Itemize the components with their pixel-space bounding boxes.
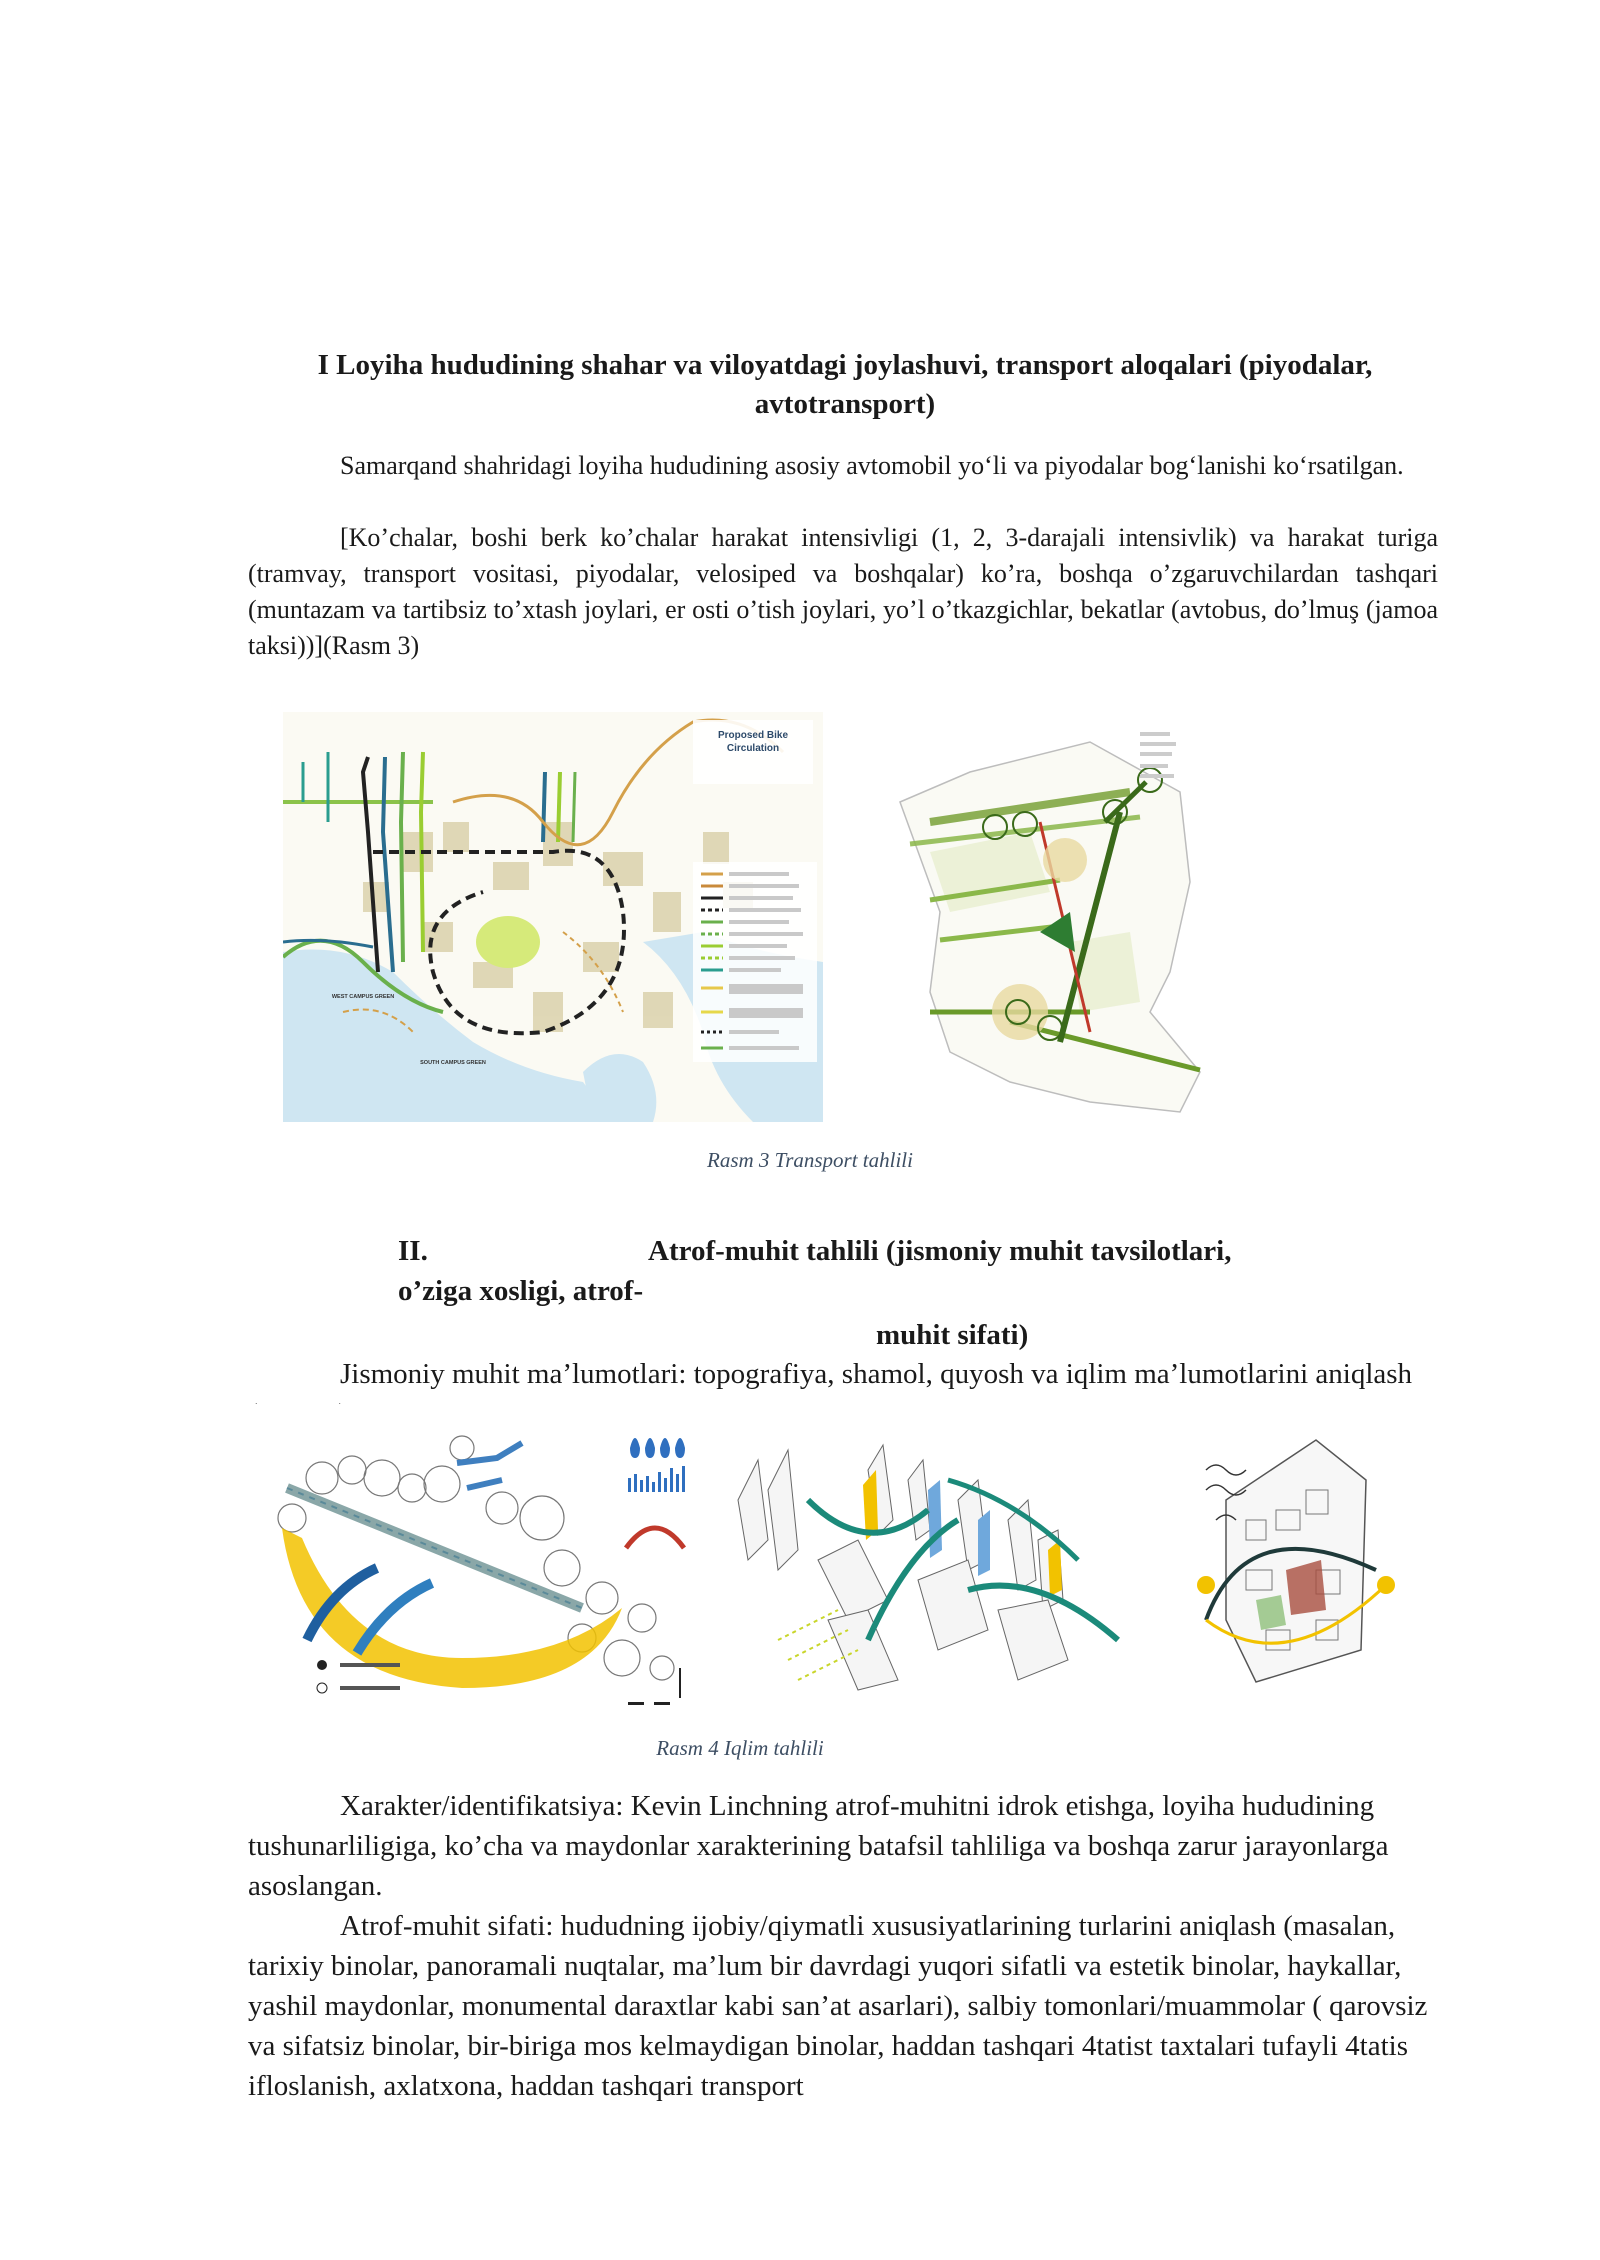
figure3-caption: Rasm 3 Transport tahlili	[707, 1148, 913, 1172]
section1-paragraph-2: [Ko’chalar, boshi berk ko’chalar harakat intensivligi (1, 2, 3-darajali intensivlik) va harakat turiga (tramvay, transport vositasi, piyodalar, velosiped va boshqalar) ko’ra, boshqa o’zgaruvchilardan tashqari (muntazam va tartibsiz to’xtash joylari, er osti o’tish joylari, yo’l o’tkazgichlar, bekatlar (avtobus, do’lmuş (jamoa taksi))](Rasm 3)	[248, 523, 1438, 660]
section1-paragraph-1: Samarqand shahridagi loyiha hududining asosiy avtomobil yo‘li va piyodalar bog‘lanishi ko‘rsatilgan.	[340, 451, 1404, 480]
section2-number: II.	[398, 1235, 428, 1267]
section2-heading-part1: Atrof-muhit tahlili (jismoniy muhit tavsilotlari,	[648, 1235, 1232, 1267]
figure4-caption: Rasm 4 Iqlim tahlili	[656, 1736, 824, 1760]
section2-paragraph-1: Jismoniy muhit ma’lumotlari: topografiya, shamol, quyosh va iqlim ma’lumotlarini aniqlash	[340, 1358, 1413, 1390]
svg-text:Circulation: Circulation	[726, 743, 780, 754]
svg-text:SOUTH CAMPUS GREEN: SOUTH CAMPUS GREEN	[420, 1060, 486, 1066]
site-sun-path	[1186, 1420, 1406, 1700]
svg-text:WEST CAMPUS GREEN: WEST CAMPUS GREEN	[331, 994, 395, 1000]
section1-heading-line2: avtotransport)	[754, 388, 936, 420]
section2-heading-part3: muhit sifati)	[876, 1319, 1029, 1351]
section2-paragraph-2: Xarakter/identifikatsiya: Kevin Linchning atrof-muhitni idrok etishga, loyiha hududining tushunarliligiga, ko’cha va maydonlar xarakterining batafsil tahliliga va boshqa zarur jarayonlarga asoslangan.	[248, 1790, 1389, 1902]
svg-text:Proposed Bike: Proposed Bike	[717, 730, 789, 741]
section1-heading-line1: I Loyiha hududining shahar va viloyatdagi joylashuvi, transport aloqalari (piyodalar,	[317, 349, 1373, 381]
section1-heading	[250, 346, 1440, 424]
bike-circulation-map	[283, 712, 823, 1122]
city-wind-model	[718, 1440, 1138, 1700]
climate-charts	[620, 1418, 690, 1718]
section2-paragraph-3: Atrof-muhit sifati: hududning ijobiy/qiymatli xususiyatlarining turlarini aniqlash (masalan, tarixiy binolar, panoramali nuqtalar, ma’lum bir davrdagi yuqori sifatli va estetik binolar, haykallar, yashil maydonlar, monumental daraxtlar kabi san’at asarlari), salbiy tomonlari/muammolar ( qarovsiz va sifatsiz binolar, bir-biriga mos kelmaydigan binolar, haddan tashqari 4tatist taxtalari tufayli 4tatis ifloslanish, axlatxona, haddan tashqari transport	[248, 1910, 1428, 2102]
green-axes-diagram	[890, 712, 1230, 1122]
section2-heading-part2: o’ziga xosligi, atrof-	[398, 1275, 644, 1307]
